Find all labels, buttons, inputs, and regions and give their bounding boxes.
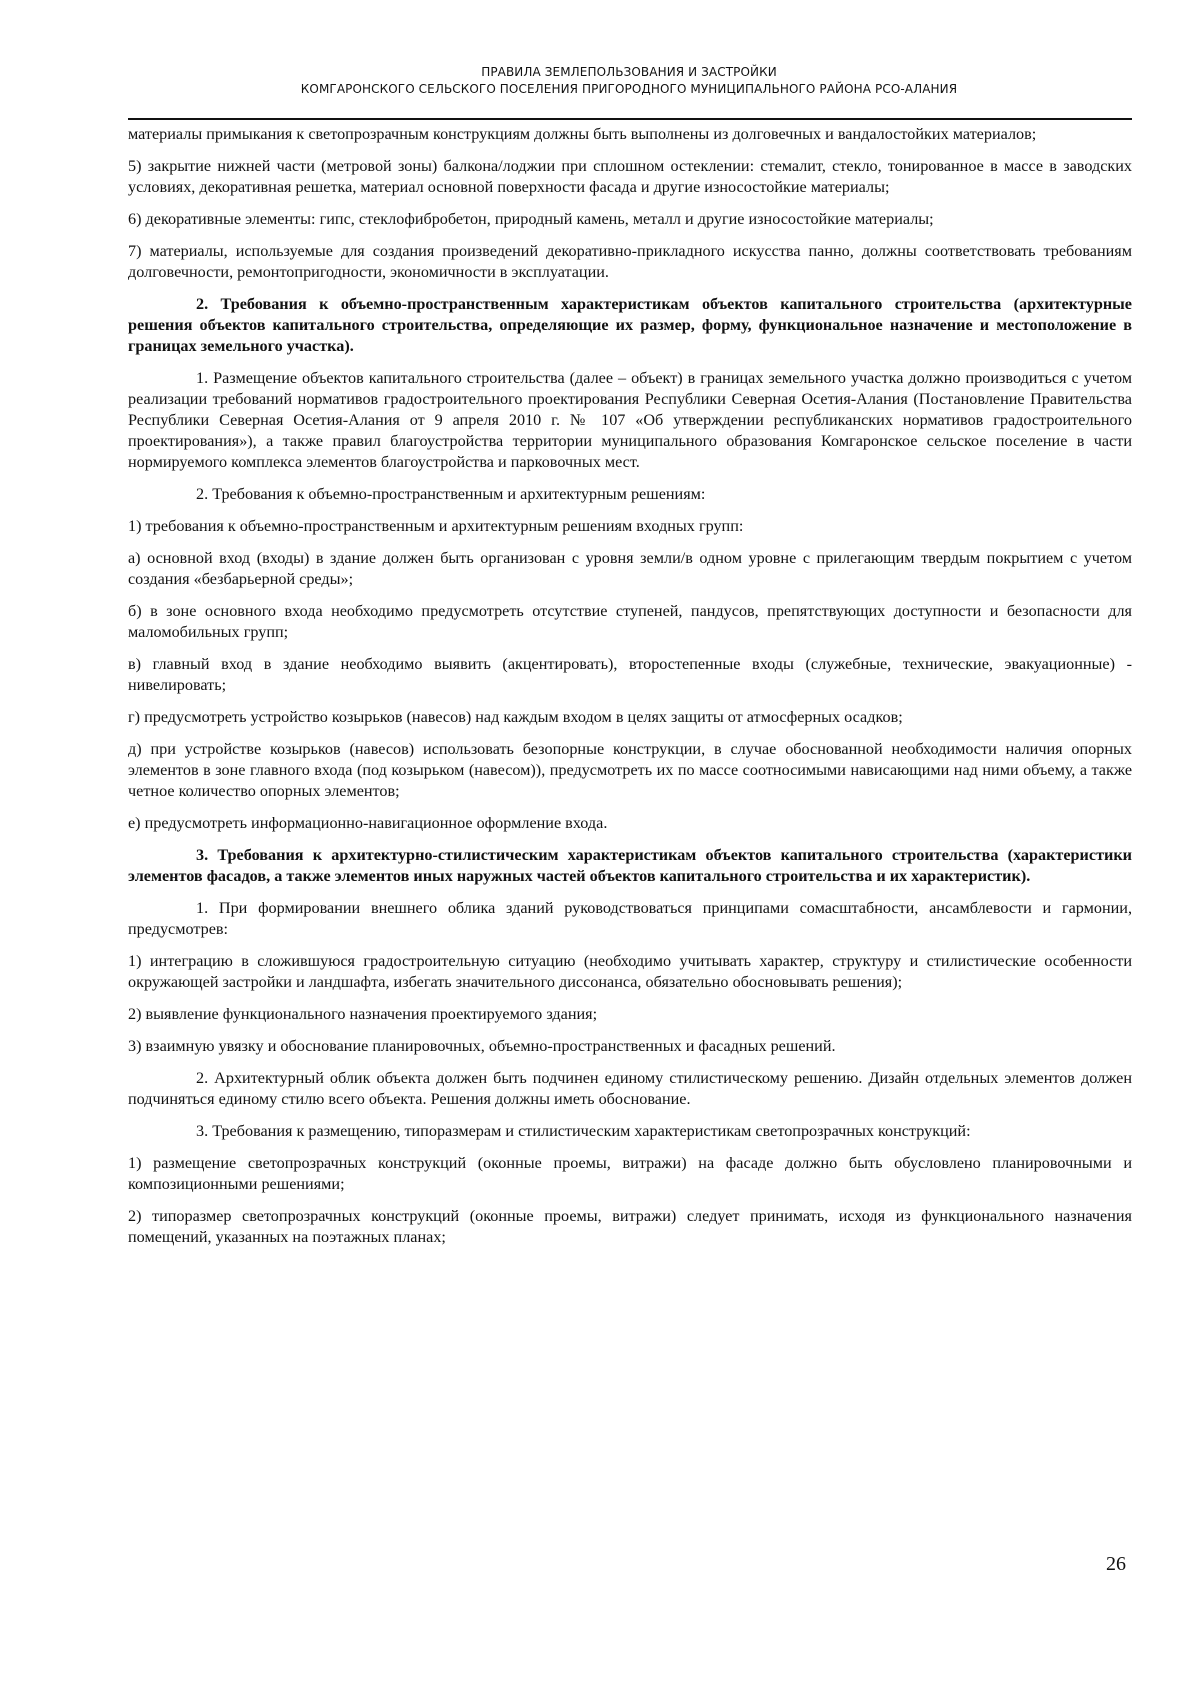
paragraph: г) предусмотреть устройство козырьков (навесов) над каждым входом в целях защиты от атмосферных осадков;: [128, 708, 903, 726]
paragraph: 3) взаимную увязку и обоснование планировочных, объемно-пространственных и фасадных решений.: [128, 1037, 836, 1055]
paragraph: 1) размещение светопрозрачных конструкций (оконные проемы, витражи) на фасаде должно быть обусловлено планировочными и композиционными решениями;: [128, 1154, 1132, 1193]
page-number: 26: [1106, 1553, 1126, 1575]
section-heading: 2. Требования к объемно-пространственным характеристикам объектов капитального строительства (архитектурные решения объектов капитального строительства, определяющие их размер, форму, функциональное назначение и местоположение в границах земельного участка).: [128, 295, 1132, 355]
paragraph: е) предусмотреть информационно-навигационное оформление входа.: [128, 814, 608, 832]
body-text: [128, 124, 1132, 1259]
paragraph: 2. Архитектурный облик объекта должен быть подчинен единому стилистическому решению. Дизайн отдельных элементов должен подчиняться единому стилю всего объекта. Решения должны иметь обоснование.: [128, 1069, 1132, 1108]
paragraph: материалы примыкания к светопрозрачным конструкциям должны быть выполнены из долговечных и вандалостойких материалов;: [128, 125, 1037, 143]
paragraph: б) в зоне основного входа необходимо предусмотреть отсутствие ступеней, пандусов, препятствующих доступности и безопасности для маломобильных групп;: [128, 602, 1132, 641]
paragraph: 1) требования к объемно-пространственным и архитектурным решениям входных групп:: [128, 517, 744, 535]
paragraph: 1) интеграцию в сложившуюся градостроительную ситуацию (необходимо учитывать характер, структуру и стилистические особенности окружающей застройки и ландшафта, избегать значительного диссонанса, обязательно обосновывать решения);: [128, 952, 1132, 991]
paragraph: 5) закрытие нижней части (метровой зоны) балкона/лоджии при сплошном остеклении: стемалит, стекло, тонированное в массе в заводских условиях, декоративная решетка, материал основной поверхности фасада и другие износостойкие материалы;: [128, 157, 1132, 196]
header-line-2: КОМГАРОНСКОГО СЕЛЬСКОГО ПОСЕЛЕНИЯ ПРИГОРОДНОГО МУНИЦИПАЛЬНОГО РАЙОНА РСО-АЛАНИЯ: [300, 82, 958, 96]
paragraph: а) основной вход (входы) в здание должен быть организован с уровня земли/в одном уровне с прилегающим твердым покрытием с учетом создания «безбарьерной среды»;: [128, 549, 1132, 588]
header-rule: [128, 118, 1132, 120]
paragraph: д) при устройстве козырьков (навесов) использовать безопорные конструкции, в случае обоснованной необходимости наличия опорных элементов в зоне главного входа (под козырьком (навесом)), предусмотреть их по массе соотносимыми нависающими над ними объему, а также четное количество опорных элементов;: [128, 740, 1132, 800]
running-header: [128, 64, 1130, 98]
section-heading: 3. Требования к архитектурно-стилистическим характеристикам объектов капитального строительства (характеристики элементов фасадов, а также элементов иных наружных частей объектов капитального строительства и их характеристик).: [128, 846, 1132, 885]
paragraph: 6) декоративные элементы: гипс, стеклофибробетон, природный камень, металл и другие износостойкие материалы;: [128, 210, 934, 228]
paragraph: в) главный вход в здание необходимо выявить (акцентировать), второстепенные входы (служебные, технические, эвакуационные) - нивелировать;: [128, 655, 1132, 694]
paragraph: 3. Требования к размещению, типоразмерам и стилистическим характеристикам светопрозрачных конструкций:: [196, 1122, 971, 1140]
paragraph: 2) выявление функционального назначения проектируемого здания;: [128, 1005, 598, 1023]
header-line-1: ПРАВИЛА ЗЕМЛЕПОЛЬЗОВАНИЯ И ЗАСТРОЙКИ: [481, 65, 777, 79]
paragraph: 7) материалы, используемые для создания произведений декоративно-прикладного искусства панно, должны соответствовать требованиям долговечности, ремонтопригодности, экономичности в эксплуатации.: [128, 242, 1132, 281]
paragraph: 1. Размещение объектов капитального строительства (далее – объект) в границах земельного участка должно производиться с учетом реализации требований нормативов градостроительного проектирования Республики Северная Осетия-Алания (Постановление Правительства Республики Северная Осетия-Алания от 9 апреля 2010 г. № 107 «Об утверждении республиканских нормативов градостроительного проектирования»), а также правил благоустройства территории муниципального образования Комгаронское сельское поселение в части нормируемого комплекса элементов благоустройства и парковочных мест.: [128, 369, 1132, 471]
paragraph: 1. При формировании внешнего облика зданий руководствоваться принципами сомасштабности, ансамблевости и гармонии, предусмотрев:: [128, 899, 1132, 938]
paragraph: 2) типоразмер светопрозрачных конструкций (оконные проемы, витражи) следует принимать, исходя из функционального назначения помещений, указанных на поэтажных планах;: [128, 1207, 1132, 1246]
paragraph: 2. Требования к объемно-пространственным и архитектурным решениям:: [196, 485, 706, 503]
